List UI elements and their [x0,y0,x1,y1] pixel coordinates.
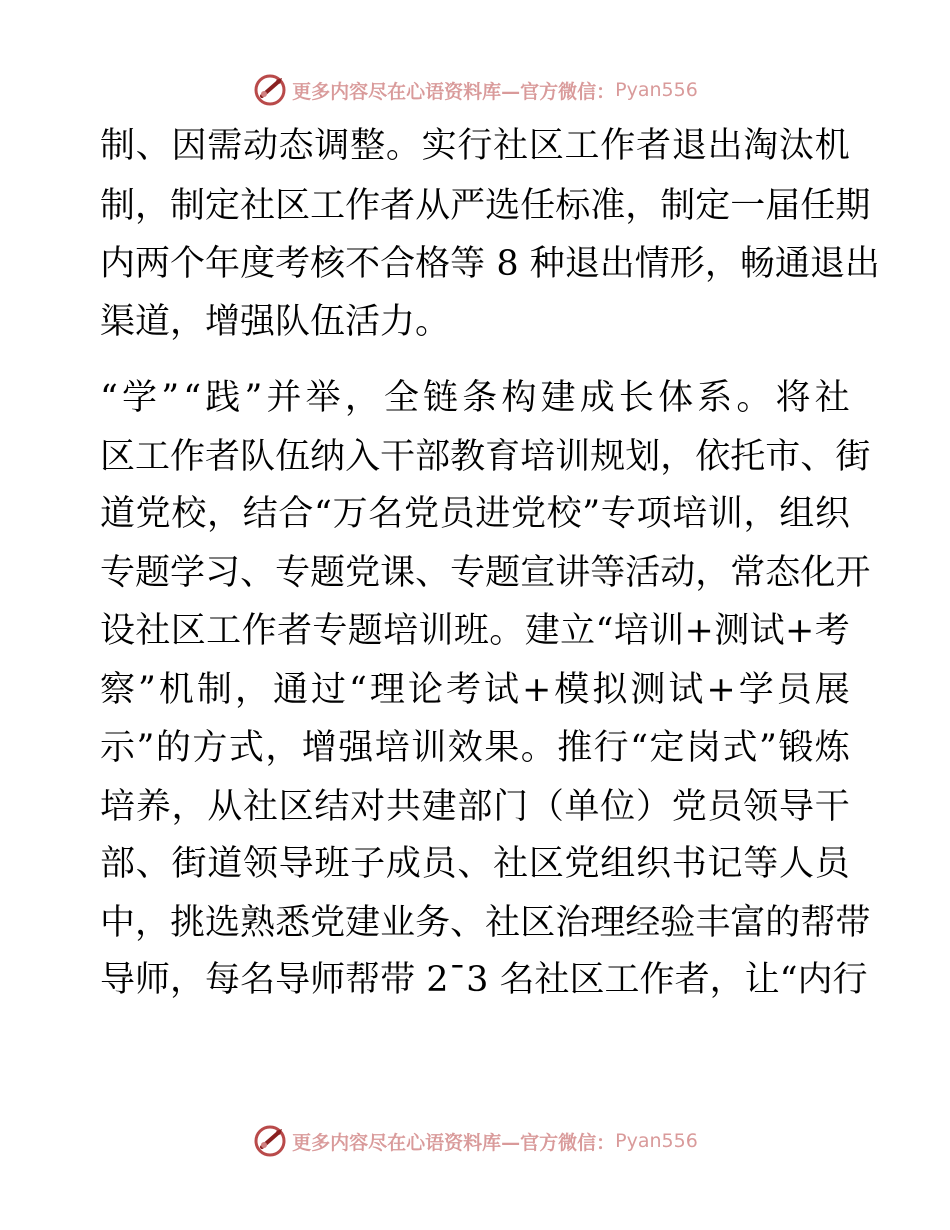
text-line: 内 两 个 年 度 考 核 不 合 格 等 8 种 退 出 情 形 ， 畅 通 退 出 [100,244,880,284]
footer-watermark [0,1121,950,1161]
text-line: 道 党 校 ， 结 合 “ 万 名 党 员 进 党 校 ” 专 项 培 训 ， 组 织 [100,494,850,534]
text-line: 制 ， 制 定 社 区 工 作 者 从 严 选 任 标 准 ， 制 定 一 届 任 期 [100,186,871,226]
text-line: 中 ， 挑 选 熟 悉 党 建 业 务 、 社 区 治 理 经 验 丰 富 的 帮 带 [100,903,871,943]
watermark-id: Pyan556 [615,1130,698,1152]
text-line: 专 题 学 习 、 专 题 党 课 、 专 题 宣 讲 等 活 动 ， 常 态 化 开 [100,553,871,593]
text-line: 区 工 作 者 队 伍 纳 入 干 部 教 育 培 训 规 划 ， 依 托 市 、 街 [100,437,871,477]
logo-icon [252,72,288,108]
text-line: 渠道，增强队伍活力。 [100,302,451,342]
text-line: 部 、 街 道 领 导 班 子 成 员 、 社 区 党 组 织 书 记 等 人 员 [100,844,850,884]
header-watermark [0,70,950,110]
text-line: 察 ” 机 制 ， 通 过 “ 理 论 考 试 + 模 拟 测 试 + 学 员 展 [100,670,850,710]
text-line: “ 学 ” “ 践 ” 并 举 ， 全 链 条 构 建 成 长 体 系 。 将 社 [100,378,850,418]
watermark-text: 更多内容尽在心语资料库—官方微信： [292,1131,616,1154]
watermark-text: 更多内容尽在心语资料库—官方微信： [292,80,616,103]
watermark-id: Pyan556 [615,79,698,101]
text-line: 设 社 区 工 作 者 专 题 培 训 班 。 建 立 “ 培 训 + 测 试 + 考 [100,611,850,651]
text-line: 制 、 因 需 动 态 调 整 。 实 行 社 区 工 作 者 退 出 淘 汰 机 [100,126,850,166]
text-line: 培 养 ， 从 社 区 结 对 共 建 部 门 （ 单 位 ） 党 员 领 导 干 [100,787,850,827]
logo-icon [252,1123,288,1159]
text-line: 导 师 ， 每 名 导 师 帮 带 2 ¯ 3 名 社 区 工 作 者 ， 让 “ 内 行 [100,960,868,1000]
text-line: 示 ” 的 方 式 ， 增 强 培 训 效 果 。 推 行 “ 定 岗 式 ” 锻 炼 [100,728,850,768]
